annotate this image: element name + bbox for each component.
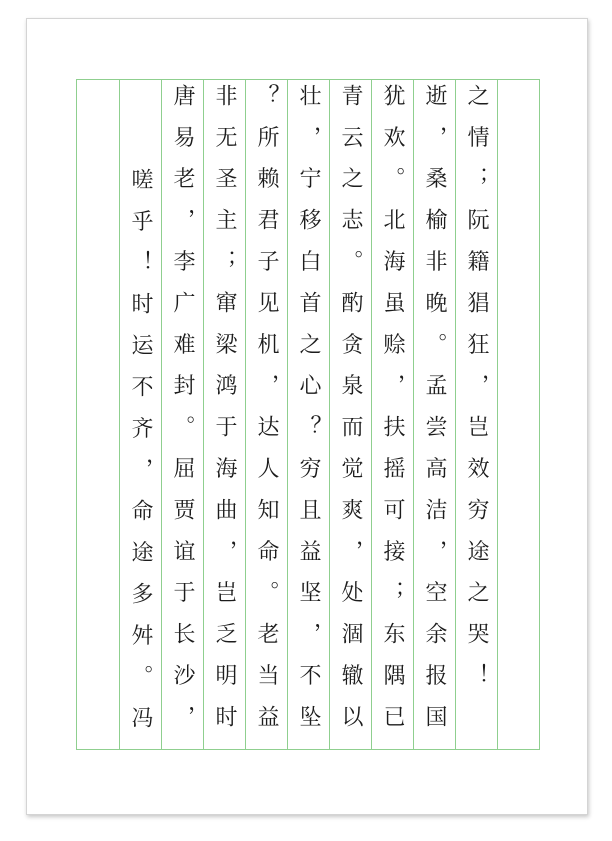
- text-column: [245, 80, 287, 749]
- text-column: [203, 80, 245, 749]
- text-column: [287, 80, 329, 749]
- column-text: 壮，宁移白首之心？穷且益坚，不坠: [296, 84, 321, 747]
- margin-column: [497, 80, 539, 749]
- column-text: ？所赖君子见机，达人知命。老当益: [254, 84, 279, 747]
- column-text: 犹欢。北海虽赊，扶摇可接；东隅已: [380, 84, 405, 747]
- column-text: 青云之志。酌贪泉而觉爽，处涸辙以: [338, 84, 363, 747]
- column-text: 嗟乎！时运不齐，命途多舛。冯: [128, 168, 153, 748]
- column-text: 逝，桑榆非晚。孟尝高洁，空余报国: [422, 84, 447, 747]
- text-column: [329, 80, 371, 749]
- text-column: [371, 80, 413, 749]
- text-column: [119, 80, 161, 749]
- text-column: [161, 80, 203, 749]
- text-column: [413, 80, 455, 749]
- text-column: [455, 80, 497, 749]
- manuscript-grid: [76, 79, 540, 750]
- column-text: 非无圣主；窜梁鸿于海曲，岂乏明时: [212, 84, 237, 747]
- empty-column: [77, 80, 119, 749]
- column-text: 之情；阮籍猖狂，岂效穷途之哭！: [464, 84, 489, 705]
- column-text: 唐易老，李广难封。屈贾谊于长沙，: [170, 84, 195, 747]
